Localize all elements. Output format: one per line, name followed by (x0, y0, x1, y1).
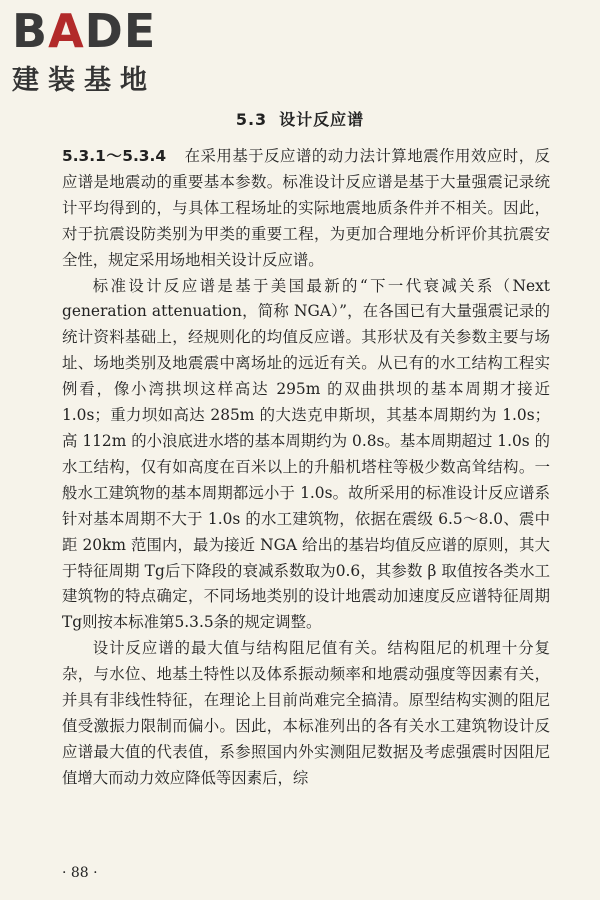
bade-logo (12, 4, 157, 97)
paragraph-1-text: 在采用基于反应谱的动力法计算地震作用效应时，反应谱是地震动的重要基本参数。标准设计反应谱是基于大量强震记录统计平均得到的，与具体工程场址的实际地震地质条件并不相关。因此，对于抗震设防类别为甲类的重要工程，为更加合理地分析评价其抗震安全性，规定采用场地相关设计反应谱。 (62, 147, 550, 269)
paragraph-3: 设计反应谱的最大值与结构阻尼值有关。结构阻尼的机理十分复杂，与水位、地基土特性以及体系振动频率和地震动强度等因素有关，并具有非线性特征，在理论上目前尚难完全搞清。原型结构实测的阻尼值受激振力限制而偏小。因此，本标准列出的各有关水工建筑物设计反应谱最大值的代表值，系参照国内外实测阻尼数据及考虑强震时因阻尼值增大而动力效应降低等因素后，综 (62, 639, 550, 787)
page-number: · 88 · (62, 865, 98, 881)
paragraph-1 (62, 144, 550, 274)
section-number: 5.3 (235, 110, 268, 129)
logo-subtitle: 建装基地 (12, 65, 156, 96)
logo-wordmark: BADE (12, 4, 157, 58)
clause-number: 5.3.1～5.3.4 (62, 147, 167, 165)
body-text (62, 144, 550, 792)
section-title: 设计反应谱 (279, 110, 365, 129)
section-heading (0, 107, 600, 130)
paragraph-2: 标准设计反应谱是基于美国最新的“下一代衰减关系（Next generation attenuation，简称 NGA）”，在各国已有大量强震记录的统计资料基础上，经规则化的均值反应谱。其形状及有关参数主要与场址、场地类别及地震震中离场址的远近有关。从已有的水工结构工程实例看，像小湾拱坝这样高达 295m 的双曲拱坝的基本周期才接近 1.0s；重力坝如高达 285m 的大迭克申斯坝，其基本周期约为 1.0s；高 112m 的小浪底进水塔的基本周期约为 0.8s。基本周期超过 1.0s 的水工结构，仅有如高度在百米以上的升船机塔柱等极少数高耸结构。一般水工建筑物的基本周期都远小于 1.0s。故所采用的标准设计反应谱系针对基本周期不大于 1.0s 的水工建筑物，依据在震级 6.5～8.0、震中距 20km 范围内，最为接近 NGA 给出的基岩均值反应谱的原则，其大于特征周期 Tg后下降段的衰减系数取为0.6，其参数 β 取值按各类水工建筑物的特点确定，不同场地类别的设计地震动加速度反应谱特征周期 Tg则按本标准第5.3.5条的规定调整。 (62, 276, 550, 632)
